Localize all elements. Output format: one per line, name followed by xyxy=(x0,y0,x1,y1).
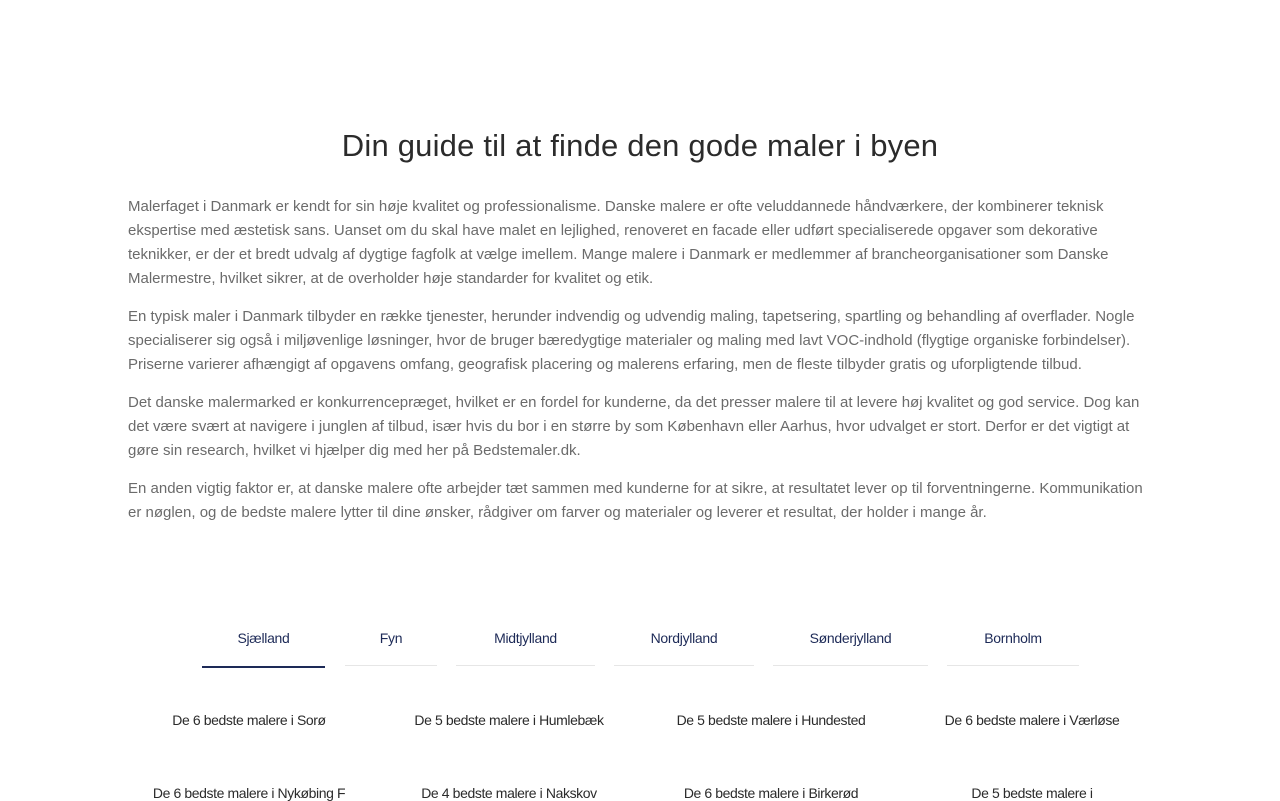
city-link-nykobing-f[interactable]: De 6 bedste malere i Nykøbing F xyxy=(152,785,346,801)
city-link-vaerlose[interactable]: De 6 bedste malere i Værløse xyxy=(944,712,1120,728)
city-link-birkerod[interactable]: De 6 bedste malere i Birkerød xyxy=(683,785,859,801)
intro-paragraph: En typisk maler i Danmark tilbyder en række tjenester, herunder indvendig og udvendig maling, tapetsering, spartling og behandling af overflader. Nogle specialiserer sig også i miljøvenlige løsninger, hvor de bruger bæredygtige materialer og maling med lavt VOC-indhold (flygtige organiske forbindelser). Priserne varierer afhængigt af opgavens omfang, geografisk placering og malerens erfaring, men de fleste tilbyder gratis og uforpligtende tilbud. xyxy=(128,308,1135,373)
tab-sonderjylland[interactable]: Sønderjylland xyxy=(773,620,928,666)
city-link-partial[interactable]: De 5 bedste malere i xyxy=(971,785,1093,801)
region-tabs xyxy=(0,620,1280,668)
page-title: Din guide til at finde den gode maler i byen xyxy=(341,128,939,163)
city-link-humlebaek[interactable]: De 5 bedste malere i Humlebæk xyxy=(414,712,604,728)
city-link-nakskov[interactable]: De 4 bedste malere i Nakskov xyxy=(421,785,597,801)
intro-paragraph: En anden vigtig faktor er, at danske malere ofte arbejder tæt sammen med kunderne for at sikre, at resultatet lever op til forventningerne. Kommunikation er nøglen, og de bedste malere lytter til dine ønsker, rådgiver om farver og materialer og leverer et resultat, der holder i mange år. xyxy=(128,480,1143,521)
intro-paragraph: Det danske malermarked er konkurrencepræget, hvilket er en fordel for kunderne, da det presser malere til at levere høj kvalitet og god service. Dog kan det være svært at navigere i junglen af tilbud, især hvis du bor i en større by som København eller Aarhus, hvor udvalget er stort. Derfor er det vigtigt at gøre sin research, hvilket vi hjælper dig med her på Bedstemaler.dk. xyxy=(128,394,1140,459)
intro-paragraph: Malerfaget i Danmark er kendt for sin høje kvalitet og professionalisme. Danske malere er ofte veluddannede håndværkere, der kombinerer teknisk ekspertise med æstetisk sans. Uanset om du skal have malet en lejlighed, renoveret en facade eller udført specialiserede opgaver som dekorative teknikker, er der et bredt udvalg af dygtige fagfolk at vælge imellem. Mange malere i Danmark er medlemmer af brancheorganisationer som Danske Malermestre, hvilket sikrer, at de overholder høje standarder for kvalitet og etik. xyxy=(128,198,1109,287)
tab-midtjylland[interactable]: Midtjylland xyxy=(456,620,595,666)
tab-fyn[interactable]: Fyn xyxy=(345,620,437,666)
city-link-soro[interactable]: De 6 bedste malere i Sorø xyxy=(172,712,326,728)
intro-text xyxy=(128,195,1152,539)
city-links-grid xyxy=(0,700,1280,800)
tab-bornholm[interactable]: Bornholm xyxy=(947,620,1079,666)
city-link-hundested[interactable]: De 5 bedste malere i Hundested xyxy=(676,712,866,728)
tab-sjaelland[interactable]: Sjælland xyxy=(202,620,325,668)
tab-nordjylland[interactable]: Nordjylland xyxy=(614,620,754,666)
